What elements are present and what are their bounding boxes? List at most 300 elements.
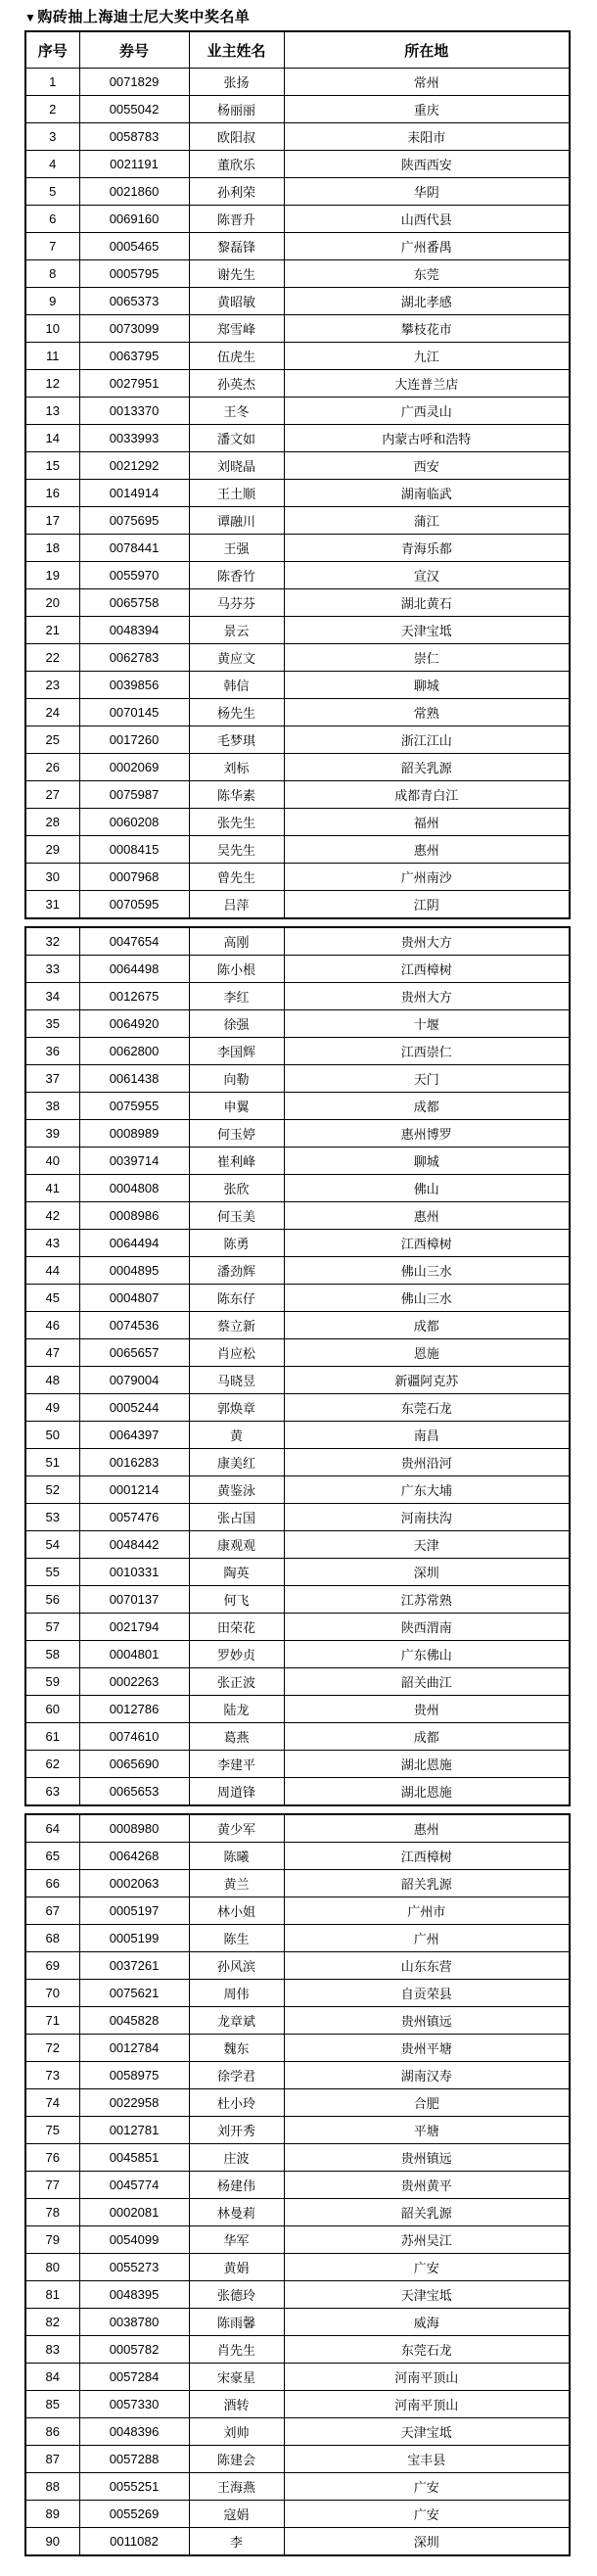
location-cell: 广东大埔 [284, 1476, 570, 1504]
seq-cell: 47 [25, 1339, 79, 1367]
ticket-cell: 0060208 [79, 809, 189, 836]
seq-cell: 82 [25, 2309, 79, 2336]
winner-tables [24, 30, 597, 2556]
table-row [25, 425, 570, 452]
ticket-cell: 0005197 [79, 1897, 189, 1925]
table-row [25, 507, 570, 535]
ticket-cell: 0074536 [79, 1312, 189, 1339]
table-row [25, 260, 570, 288]
location-cell: 惠州博罗 [284, 1120, 570, 1147]
table-row [25, 1925, 570, 1952]
name-cell: 崔利峰 [189, 1147, 284, 1175]
ticket-cell: 0063795 [79, 343, 189, 370]
seq-cell: 16 [25, 480, 79, 507]
location-cell: 自贡荣县 [284, 1980, 570, 2007]
ticket-cell: 0037261 [79, 1952, 189, 1980]
ticket-cell: 0001214 [79, 1476, 189, 1504]
location-cell: 成都青白江 [284, 781, 570, 809]
location-cell: 贵州平塘 [284, 2035, 570, 2062]
name-cell: 杨先生 [189, 699, 284, 726]
location-cell: 广州南沙 [284, 864, 570, 891]
name-cell: 魏东 [189, 2035, 284, 2062]
ticket-cell: 0057476 [79, 1504, 189, 1531]
seq-cell: 44 [25, 1257, 79, 1285]
ticket-cell: 0002081 [79, 2199, 189, 2226]
location-cell: 江阴 [284, 891, 570, 919]
name-cell: 陶英 [189, 1559, 284, 1586]
table-row [25, 2089, 570, 2117]
location-cell: 宝丰县 [284, 2446, 570, 2473]
seq-cell: 35 [25, 1010, 79, 1038]
name-cell: 谭融川 [189, 507, 284, 535]
table-row [25, 754, 570, 781]
seq-cell: 71 [25, 2007, 79, 2035]
triangle-marker-icon: ▼ [24, 11, 37, 24]
ticket-cell: 0008989 [79, 1120, 189, 1147]
location-cell: 新疆阿克苏 [284, 1367, 570, 1394]
location-cell: 韶关曲江 [284, 1668, 570, 1696]
table-row [25, 1723, 570, 1751]
location-cell: 广安 [284, 2473, 570, 2501]
location-cell: 耒阳市 [284, 123, 570, 151]
location-cell: 广州 [284, 1925, 570, 1952]
table-row [25, 1870, 570, 1897]
seq-cell: 39 [25, 1120, 79, 1147]
table-row [25, 2117, 570, 2144]
ticket-cell: 0005782 [79, 2336, 189, 2364]
ticket-cell: 0057284 [79, 2364, 189, 2391]
name-cell: 杨丽丽 [189, 96, 284, 123]
name-cell: 潘文如 [189, 425, 284, 452]
table-row [25, 288, 570, 315]
seq-cell: 86 [25, 2418, 79, 2446]
location-cell: 惠州 [284, 1814, 570, 1843]
location-cell: 大连普兰店 [284, 370, 570, 398]
location-cell: 陕西西安 [284, 151, 570, 178]
table-row [25, 2007, 570, 2035]
ticket-cell: 0057330 [79, 2391, 189, 2418]
location-cell: 韶关乳源 [284, 2199, 570, 2226]
seq-cell: 61 [25, 1723, 79, 1751]
seq-cell: 4 [25, 151, 79, 178]
seq-cell: 1 [25, 69, 79, 96]
name-cell: 田荣花 [189, 1614, 284, 1641]
name-cell: 陈生 [189, 1925, 284, 1952]
location-cell: 惠州 [284, 1202, 570, 1230]
location-cell: 宣汉 [284, 562, 570, 589]
seq-cell: 53 [25, 1504, 79, 1531]
seq-cell: 87 [25, 2446, 79, 2473]
ticket-cell: 0033993 [79, 425, 189, 452]
location-cell: 常熟 [284, 699, 570, 726]
seq-cell: 75 [25, 2117, 79, 2144]
name-cell: 张扬 [189, 69, 284, 96]
location-cell: 陕西渭南 [284, 1614, 570, 1641]
location-cell: 江苏常熟 [284, 1586, 570, 1614]
name-cell: 张德玲 [189, 2281, 284, 2309]
name-cell: 王海燕 [189, 2473, 284, 2501]
location-cell: 浙江江山 [284, 726, 570, 754]
seq-cell: 23 [25, 672, 79, 699]
table-row [25, 1531, 570, 1559]
table-row [25, 1980, 570, 2007]
seq-cell: 10 [25, 315, 79, 343]
name-cell: 张占国 [189, 1504, 284, 1531]
ticket-cell: 0045774 [79, 2172, 189, 2199]
location-cell: 河南平顶山 [284, 2364, 570, 2391]
name-cell: 高刚 [189, 927, 284, 956]
name-cell: 陆龙 [189, 1696, 284, 1723]
page-title [24, 6, 597, 29]
name-cell: 黄应文 [189, 644, 284, 672]
ticket-cell: 0058783 [79, 123, 189, 151]
seq-cell: 66 [25, 1870, 79, 1897]
table-row [25, 1038, 570, 1065]
table-row [25, 1751, 570, 1778]
name-cell: 欧阳叔 [189, 123, 284, 151]
ticket-cell: 0065690 [79, 1751, 189, 1778]
seq-cell: 63 [25, 1778, 79, 1806]
seq-cell: 54 [25, 1531, 79, 1559]
name-cell: 李红 [189, 983, 284, 1010]
table-row [25, 2199, 570, 2226]
location-cell: 佛山 [284, 1175, 570, 1202]
winner-table-section-1 [24, 30, 571, 919]
name-cell: 何飞 [189, 1586, 284, 1614]
ticket-cell: 0012786 [79, 1696, 189, 1723]
seq-cell: 21 [25, 617, 79, 644]
name-cell: 郑雪峰 [189, 315, 284, 343]
table-row [25, 2418, 570, 2446]
seq-cell: 33 [25, 956, 79, 983]
name-cell: 潘劲辉 [189, 1257, 284, 1285]
location-cell: 河南扶沟 [284, 1504, 570, 1531]
ticket-cell: 0055251 [79, 2473, 189, 2501]
header-row [25, 31, 570, 69]
ticket-cell: 0069160 [79, 206, 189, 233]
ticket-cell: 0004801 [79, 1641, 189, 1668]
seq-cell: 80 [25, 2254, 79, 2281]
location-cell: 惠州 [284, 836, 570, 864]
ticket-cell: 0064268 [79, 1843, 189, 1870]
name-cell: 陈建会 [189, 2446, 284, 2473]
location-cell: 恩施 [284, 1339, 570, 1367]
name-cell: 黎磊锋 [189, 233, 284, 260]
seq-cell: 2 [25, 96, 79, 123]
name-cell: 陈东仔 [189, 1285, 284, 1312]
table-row [25, 1339, 570, 1367]
name-cell: 徐强 [189, 1010, 284, 1038]
name-cell: 寇娟 [189, 2501, 284, 2528]
name-cell: 康观观 [189, 1531, 284, 1559]
location-cell: 江西樟树 [284, 1843, 570, 1870]
ticket-cell: 0017260 [79, 726, 189, 754]
name-cell: 毛梦琪 [189, 726, 284, 754]
ticket-cell: 0012784 [79, 2035, 189, 2062]
name-cell: 杨建伟 [189, 2172, 284, 2199]
name-cell: 王土顺 [189, 480, 284, 507]
seq-cell: 50 [25, 1422, 79, 1449]
seq-cell: 15 [25, 452, 79, 480]
table-row [25, 1668, 570, 1696]
table-row [25, 1065, 570, 1093]
location-cell: 贵州大方 [284, 927, 570, 956]
ticket-cell: 0078441 [79, 535, 189, 562]
location-cell: 贵州黄平 [284, 2172, 570, 2199]
table-row [25, 1614, 570, 1641]
ticket-cell: 0075955 [79, 1093, 189, 1120]
location-cell: 韶关乳源 [284, 754, 570, 781]
name-cell: 吕萍 [189, 891, 284, 919]
ticket-cell: 0064397 [79, 1422, 189, 1449]
ticket-cell: 0057288 [79, 2446, 189, 2473]
ticket-cell: 0055273 [79, 2254, 189, 2281]
table-row [25, 864, 570, 891]
ticket-cell: 0038780 [79, 2309, 189, 2336]
table-row [25, 1367, 570, 1394]
ticket-cell: 0055042 [79, 96, 189, 123]
seq-cell: 41 [25, 1175, 79, 1202]
location-cell: 深圳 [284, 2528, 570, 2556]
seq-cell: 34 [25, 983, 79, 1010]
location-cell: 湖北恩施 [284, 1751, 570, 1778]
location-cell: 湖北黄石 [284, 589, 570, 617]
name-cell: 陈华素 [189, 781, 284, 809]
location-cell: 攀枝花市 [284, 315, 570, 343]
location-cell: 广安 [284, 2501, 570, 2528]
seq-cell: 78 [25, 2199, 79, 2226]
name-cell: 陈小根 [189, 956, 284, 983]
seq-cell: 37 [25, 1065, 79, 1093]
column-header-seq: 序号 [25, 31, 79, 69]
seq-cell: 8 [25, 260, 79, 288]
location-cell: 广州市 [284, 1897, 570, 1925]
ticket-cell: 0002063 [79, 1870, 189, 1897]
table-row [25, 1147, 570, 1175]
name-cell: 李 [189, 2528, 284, 2556]
seq-cell: 77 [25, 2172, 79, 2199]
ticket-cell: 0055269 [79, 2501, 189, 2528]
name-cell: 蔡立新 [189, 1312, 284, 1339]
seq-cell: 46 [25, 1312, 79, 1339]
table-row [25, 672, 570, 699]
ticket-cell: 0021860 [79, 178, 189, 206]
location-cell: 聊城 [284, 1147, 570, 1175]
name-cell: 华军 [189, 2226, 284, 2254]
name-cell: 景云 [189, 617, 284, 644]
seq-cell: 6 [25, 206, 79, 233]
table-row [25, 1449, 570, 1476]
ticket-cell: 0005244 [79, 1394, 189, 1422]
location-cell: 广东佛山 [284, 1641, 570, 1668]
name-cell: 何玉美 [189, 1202, 284, 1230]
ticket-cell: 0014914 [79, 480, 189, 507]
location-cell: 成都 [284, 1093, 570, 1120]
name-cell: 陈晋升 [189, 206, 284, 233]
ticket-cell: 0065657 [79, 1339, 189, 1367]
name-cell: 马芬芬 [189, 589, 284, 617]
ticket-cell: 0011082 [79, 2528, 189, 2556]
table-row [25, 562, 570, 589]
seq-cell: 7 [25, 233, 79, 260]
seq-cell: 73 [25, 2062, 79, 2089]
ticket-cell: 0002263 [79, 1668, 189, 1696]
table-row [25, 699, 570, 726]
seq-cell: 57 [25, 1614, 79, 1641]
location-cell: 湖南汉寿 [284, 2062, 570, 2089]
table-row [25, 1202, 570, 1230]
location-cell: 成都 [284, 1723, 570, 1751]
table-row [25, 983, 570, 1010]
location-cell: 合肥 [284, 2089, 570, 2117]
ticket-cell: 0021191 [79, 151, 189, 178]
page-title-text: 购砖抽上海迪士尼大奖中奖名单 [37, 9, 251, 25]
table-row [25, 1120, 570, 1147]
table-row [25, 1476, 570, 1504]
table-row [25, 1843, 570, 1870]
name-cell: 张正波 [189, 1668, 284, 1696]
location-cell: 东莞石龙 [284, 1394, 570, 1422]
seq-cell: 90 [25, 2528, 79, 2556]
name-cell: 林小姐 [189, 1897, 284, 1925]
name-cell: 陈曦 [189, 1843, 284, 1870]
seq-cell: 64 [25, 1814, 79, 1843]
name-cell: 庄波 [189, 2144, 284, 2172]
location-cell: 天门 [284, 1065, 570, 1093]
name-cell: 董欣乐 [189, 151, 284, 178]
table-row [25, 781, 570, 809]
table-row [25, 2172, 570, 2199]
ticket-cell: 0065373 [79, 288, 189, 315]
ticket-cell: 0075987 [79, 781, 189, 809]
ticket-cell: 0048394 [79, 617, 189, 644]
table-row [25, 1504, 570, 1531]
location-cell: 九江 [284, 343, 570, 370]
ticket-cell: 0008986 [79, 1202, 189, 1230]
table-row [25, 1897, 570, 1925]
table-row [25, 370, 570, 398]
ticket-cell: 0065653 [79, 1778, 189, 1806]
seq-cell: 42 [25, 1202, 79, 1230]
ticket-cell: 0005199 [79, 1925, 189, 1952]
location-cell: 南昌 [284, 1422, 570, 1449]
name-cell: 郭焕章 [189, 1394, 284, 1422]
seq-cell: 68 [25, 1925, 79, 1952]
location-cell: 华阴 [284, 178, 570, 206]
seq-cell: 76 [25, 2144, 79, 2172]
seq-cell: 9 [25, 288, 79, 315]
table-row [25, 1559, 570, 1586]
location-cell: 广西灵山 [284, 398, 570, 425]
seq-cell: 56 [25, 1586, 79, 1614]
location-cell: 湖北孝感 [284, 288, 570, 315]
location-cell: 河南平顶山 [284, 2391, 570, 2418]
location-cell: 江西樟树 [284, 956, 570, 983]
location-cell: 天津 [284, 1531, 570, 1559]
name-cell: 黄兰 [189, 1870, 284, 1897]
table-row [25, 2035, 570, 2062]
ticket-cell: 0010331 [79, 1559, 189, 1586]
location-cell: 广州番禺 [284, 233, 570, 260]
location-cell: 天津宝坻 [284, 2418, 570, 2446]
location-cell: 湖北恩施 [284, 1778, 570, 1806]
location-cell: 湖南临武 [284, 480, 570, 507]
name-cell: 李国辉 [189, 1038, 284, 1065]
name-cell: 刘标 [189, 754, 284, 781]
name-cell: 向勒 [189, 1065, 284, 1093]
ticket-cell: 0070145 [79, 699, 189, 726]
location-cell: 贵州镇远 [284, 2007, 570, 2035]
location-cell: 贵州沿河 [284, 1449, 570, 1476]
seq-cell: 13 [25, 398, 79, 425]
ticket-cell: 0016283 [79, 1449, 189, 1476]
location-cell: 深圳 [284, 1559, 570, 1586]
table-row [25, 1778, 570, 1806]
table-row [25, 2446, 570, 2473]
seq-cell: 27 [25, 781, 79, 809]
name-cell: 刘晓晶 [189, 452, 284, 480]
name-cell: 申翼 [189, 1093, 284, 1120]
seq-cell: 22 [25, 644, 79, 672]
winner-table-section-2 [24, 926, 571, 1806]
table-row [25, 69, 570, 96]
name-cell: 龙章斌 [189, 2007, 284, 2035]
ticket-cell: 0004895 [79, 1257, 189, 1285]
seq-cell: 72 [25, 2035, 79, 2062]
ticket-cell: 0008980 [79, 1814, 189, 1843]
seq-cell: 25 [25, 726, 79, 754]
table-row [25, 2226, 570, 2254]
seq-cell: 29 [25, 836, 79, 864]
seq-cell: 55 [25, 1559, 79, 1586]
location-cell: 佛山三水 [284, 1257, 570, 1285]
location-cell: 贵州 [284, 1696, 570, 1723]
location-cell: 广安 [284, 2254, 570, 2281]
table-row [25, 1814, 570, 1843]
table-row [25, 2281, 570, 2309]
table-row [25, 891, 570, 919]
seq-cell: 5 [25, 178, 79, 206]
name-cell: 林曼莉 [189, 2199, 284, 2226]
ticket-cell: 0064920 [79, 1010, 189, 1038]
ticket-cell: 0012781 [79, 2117, 189, 2144]
name-cell: 周伟 [189, 1980, 284, 2007]
table-row [25, 956, 570, 983]
seq-cell: 36 [25, 1038, 79, 1065]
seq-cell: 38 [25, 1093, 79, 1120]
ticket-cell: 0074610 [79, 1723, 189, 1751]
column-header-name: 业主姓名 [189, 31, 284, 69]
column-header-ticket: 券号 [79, 31, 189, 69]
name-cell: 陈香竹 [189, 562, 284, 589]
seq-cell: 81 [25, 2281, 79, 2309]
table-row [25, 2473, 570, 2501]
table-row [25, 1312, 570, 1339]
name-cell: 吴先生 [189, 836, 284, 864]
table-row [25, 2309, 570, 2336]
table-row [25, 2501, 570, 2528]
seq-cell: 43 [25, 1230, 79, 1257]
table-row [25, 452, 570, 480]
table-row [25, 178, 570, 206]
table-row [25, 2528, 570, 2556]
seq-cell: 20 [25, 589, 79, 617]
ticket-cell: 0064494 [79, 1230, 189, 1257]
seq-cell: 58 [25, 1641, 79, 1668]
name-cell: 韩信 [189, 672, 284, 699]
name-cell: 陈勇 [189, 1230, 284, 1257]
location-cell: 山东东营 [284, 1952, 570, 1980]
